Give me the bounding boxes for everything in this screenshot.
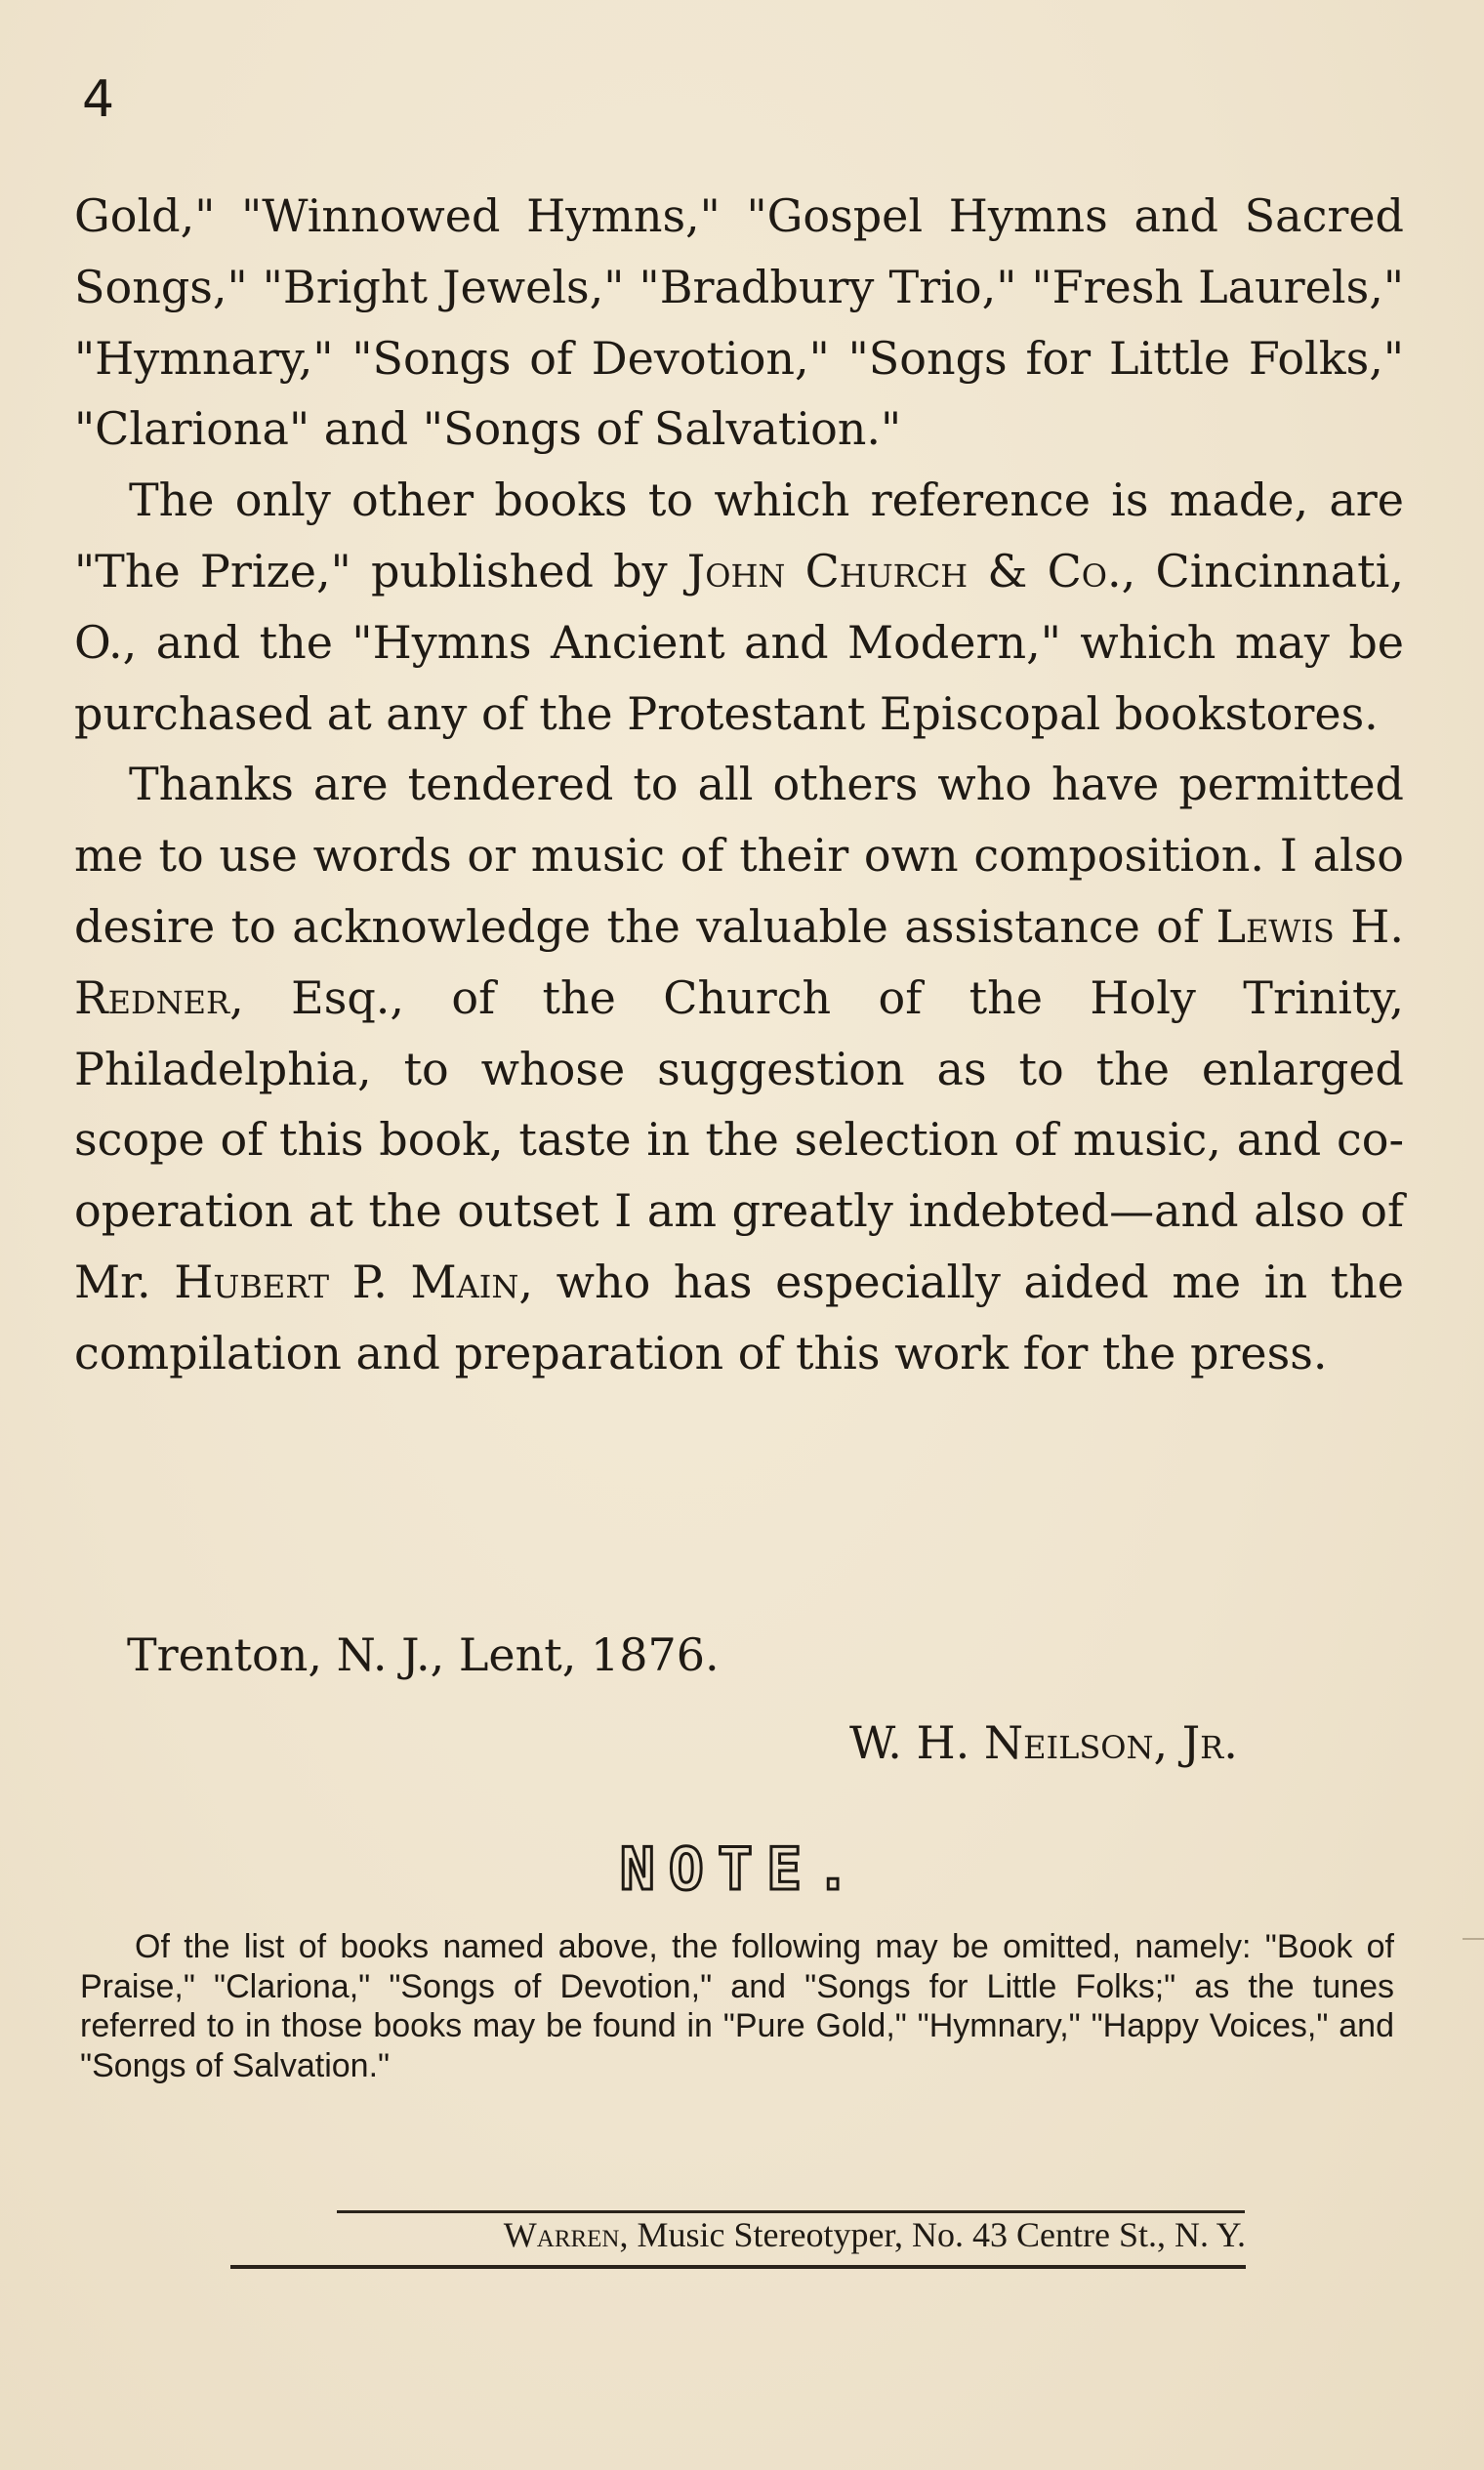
redner-name: Lewis H. Redner	[74, 899, 1404, 1024]
imprint-rule-bottom	[230, 2265, 1246, 2269]
paragraph-other-books-tail: , Cincinnati, O., and the "Hymns Ancient and Modern," which may be purchased at any of the Protestant Episcopal bookstores.	[74, 544, 1404, 740]
paragraph-book-list: Gold," "Winnowed Hymns," "Gospel Hymns and Sacred Songs," "Bright Jewels," "Bradbury Trio," "Fresh Laurels," "Hymnary," "Songs of Devotion," "Songs for Little Folks," "Clariona" and "Songs of Salvation."	[74, 189, 1404, 456]
dateline: Trenton, N. J., Lent, 1876.	[127, 1628, 720, 1681]
paragraph-thanks-tail: , who has especially aided me in the compilation and preparation of this work for the press.	[74, 1255, 1404, 1379]
printer-imprint	[230, 2211, 1246, 2258]
paragraph-thanks	[74, 749, 1404, 1388]
paragraph-other-books-lead: The only other books to which reference is made, are "The Prize," published by	[74, 473, 1404, 597]
note-paragraph: Of the list of books named above, the following may be omitted, namely: "Book of Praise," "Clariona," "Songs of Devotion," and "Songs for Little Folks;" as the tunes referred to in those books may be found in "Pure Gold," "Hymnary," "Happy Voices," and "Songs of Salvation."	[80, 1928, 1394, 2084]
page-number: 4	[82, 70, 115, 129]
paragraph-thanks-middle: , Esq., of the Church of the Holy Trinity, Philadelphia, to whose suggestion as to the enlarged scope of this book, taste in the selection of music, and co-operation at the outset I am greatly indebted—and also of Mr.	[74, 970, 1404, 1308]
paragraph-thanks-lead: Thanks are tendered to all others who have permitted me to use words or music of their own composition. I also desire to acknowledge the valuable assistance of	[74, 758, 1404, 953]
body-text	[74, 181, 1404, 1389]
paragraph-other-books	[74, 465, 1404, 749]
margin-mark	[1463, 1938, 1484, 1940]
author-signature: W. H. Neilson, Jr.	[849, 1716, 1238, 1769]
printer-name: Warren	[503, 2215, 620, 2254]
printer-details: , Music Stereotyper, No. 43 Centre St., N. Y.	[619, 2215, 1246, 2254]
note-text	[80, 1927, 1394, 2085]
main-name: Hubert P. Main	[174, 1255, 519, 1308]
publisher-name: John Church & Co.	[686, 544, 1122, 597]
note-heading: NOTE.	[619, 1835, 865, 1904]
